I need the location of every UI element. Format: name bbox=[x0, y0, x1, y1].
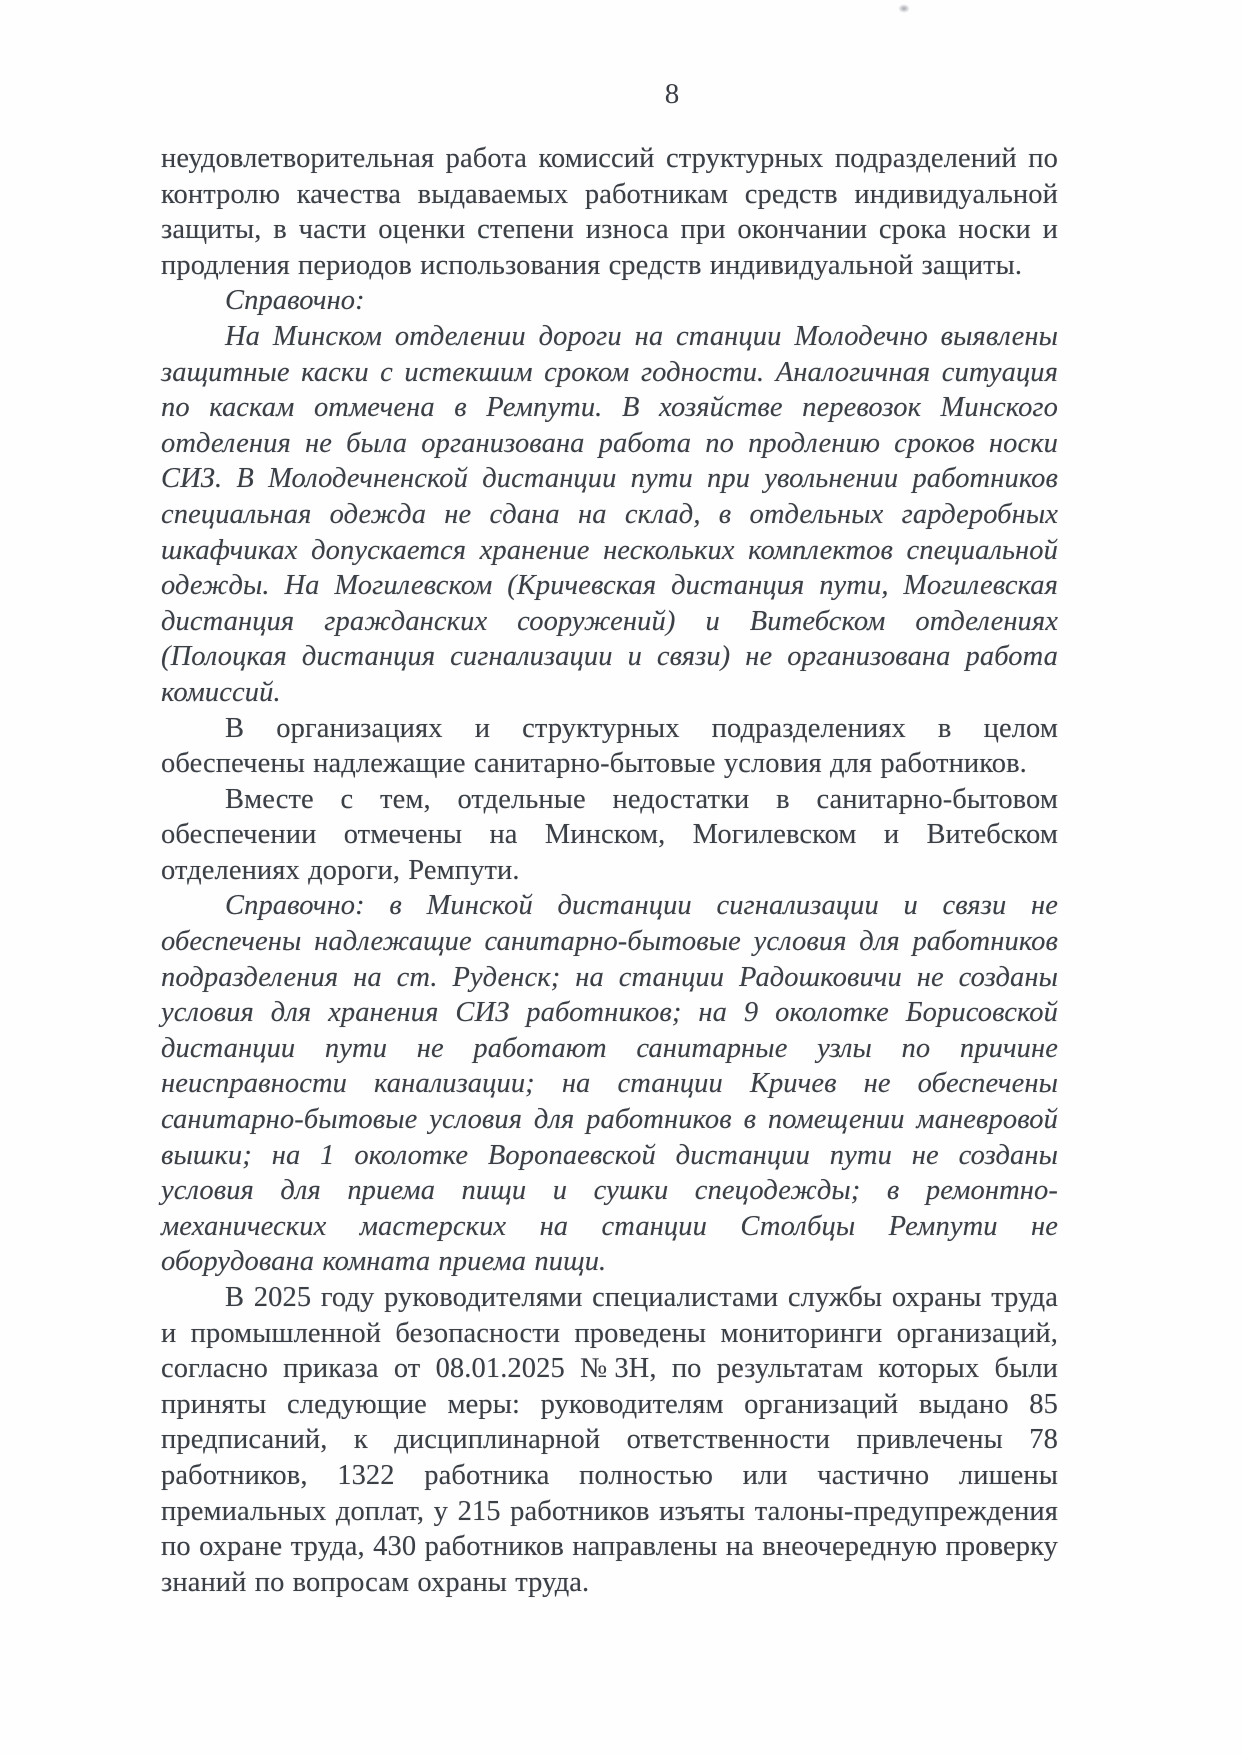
paragraph-3: На Минском отделении дороги на станции Молодечно выявлены защитные каски с истекшим сроком годности. Аналогичная ситуация по каскам отмечена в Ремпути. В хозяйстве перевозок Минского отделения не была организована работа по продлению сроков носки СИЗ. В Молодечненской дистанции пути при увольнении работников специальная одежда не сдана на склад, в отдельных гардеробных шкафчиках допускается хранение нескольких комплектов специальной одежды. На Могилевском (Кричевская дистанция пути, Могилевская дистанция гражданских сооружений) и Витебском отделениях (Полоцкая дистанция сигнализации и связи) не организована работа комиссий. bbox=[161, 320, 1058, 708]
scan-artifact bbox=[898, 4, 910, 13]
paragraph-4: В организациях и структурных подразделениях в целом обеспечены надлежащие санитарно-бытовые условия для работников. bbox=[161, 712, 1058, 780]
paragraph-1: неудовлетворительная работа комиссий структурных подразделений по контролю качества выдаваемых работникам средств индивидуальной защиты, в части оценки степени износа при окончании срока носки и продления периодов использования средств индивидуальной защиты. bbox=[161, 143, 1058, 281]
paragraph-7: В 2025 году руководителями специалистами службы охраны труда и промышленной безопасности проведены мониторинги организаций, согласно приказа от 08.01.2025 №3Н, по результатам которых были приняты следующие меры: руководителям организаций выдано 85 предписаний, к дисциплинарной ответственности привлечены 78 работников, 1322 работника полностью или частично лишены премиальных доплат, у 215 работников изъяты талоны-предупреждения по охране труда, 430 работников направлены на внеочередную проверку знаний по вопросам охраны труда. bbox=[161, 1282, 1058, 1598]
document-body bbox=[161, 141, 1058, 1600]
paragraph-2: Справочно: bbox=[225, 285, 365, 317]
page-number: 8 bbox=[664, 78, 680, 110]
paragraph-6: Справочно: в Минской дистанции сигнализации и связи не обеспечены надлежащие санитарно-бытовые условия для работников подразделения на ст. Руденск; на станции Радошковичи не созданы условия для хранения СИЗ работников; на 9 околотке Борисовской дистанции пути не работают санитарные узлы по причине неисправности канализации; на станции Кричев не обеспечены санитарно-бытовые условия для работников в помещении маневровой вышки; на 1 околотке Воропаевской дистанции пути не созданы условия для приема пищи и сушки спецодежды; в ремонтно-механических мастерских на станции Столбцы Ремпути не оборудована комната приема пищи. bbox=[161, 890, 1058, 1278]
paragraph-5: Вместе с тем, отдельные недостатки в санитарно-бытовом обеспечении отмечены на Минском, Могилевском и Витебском отделениях дороги, Ремпути. bbox=[161, 783, 1058, 886]
